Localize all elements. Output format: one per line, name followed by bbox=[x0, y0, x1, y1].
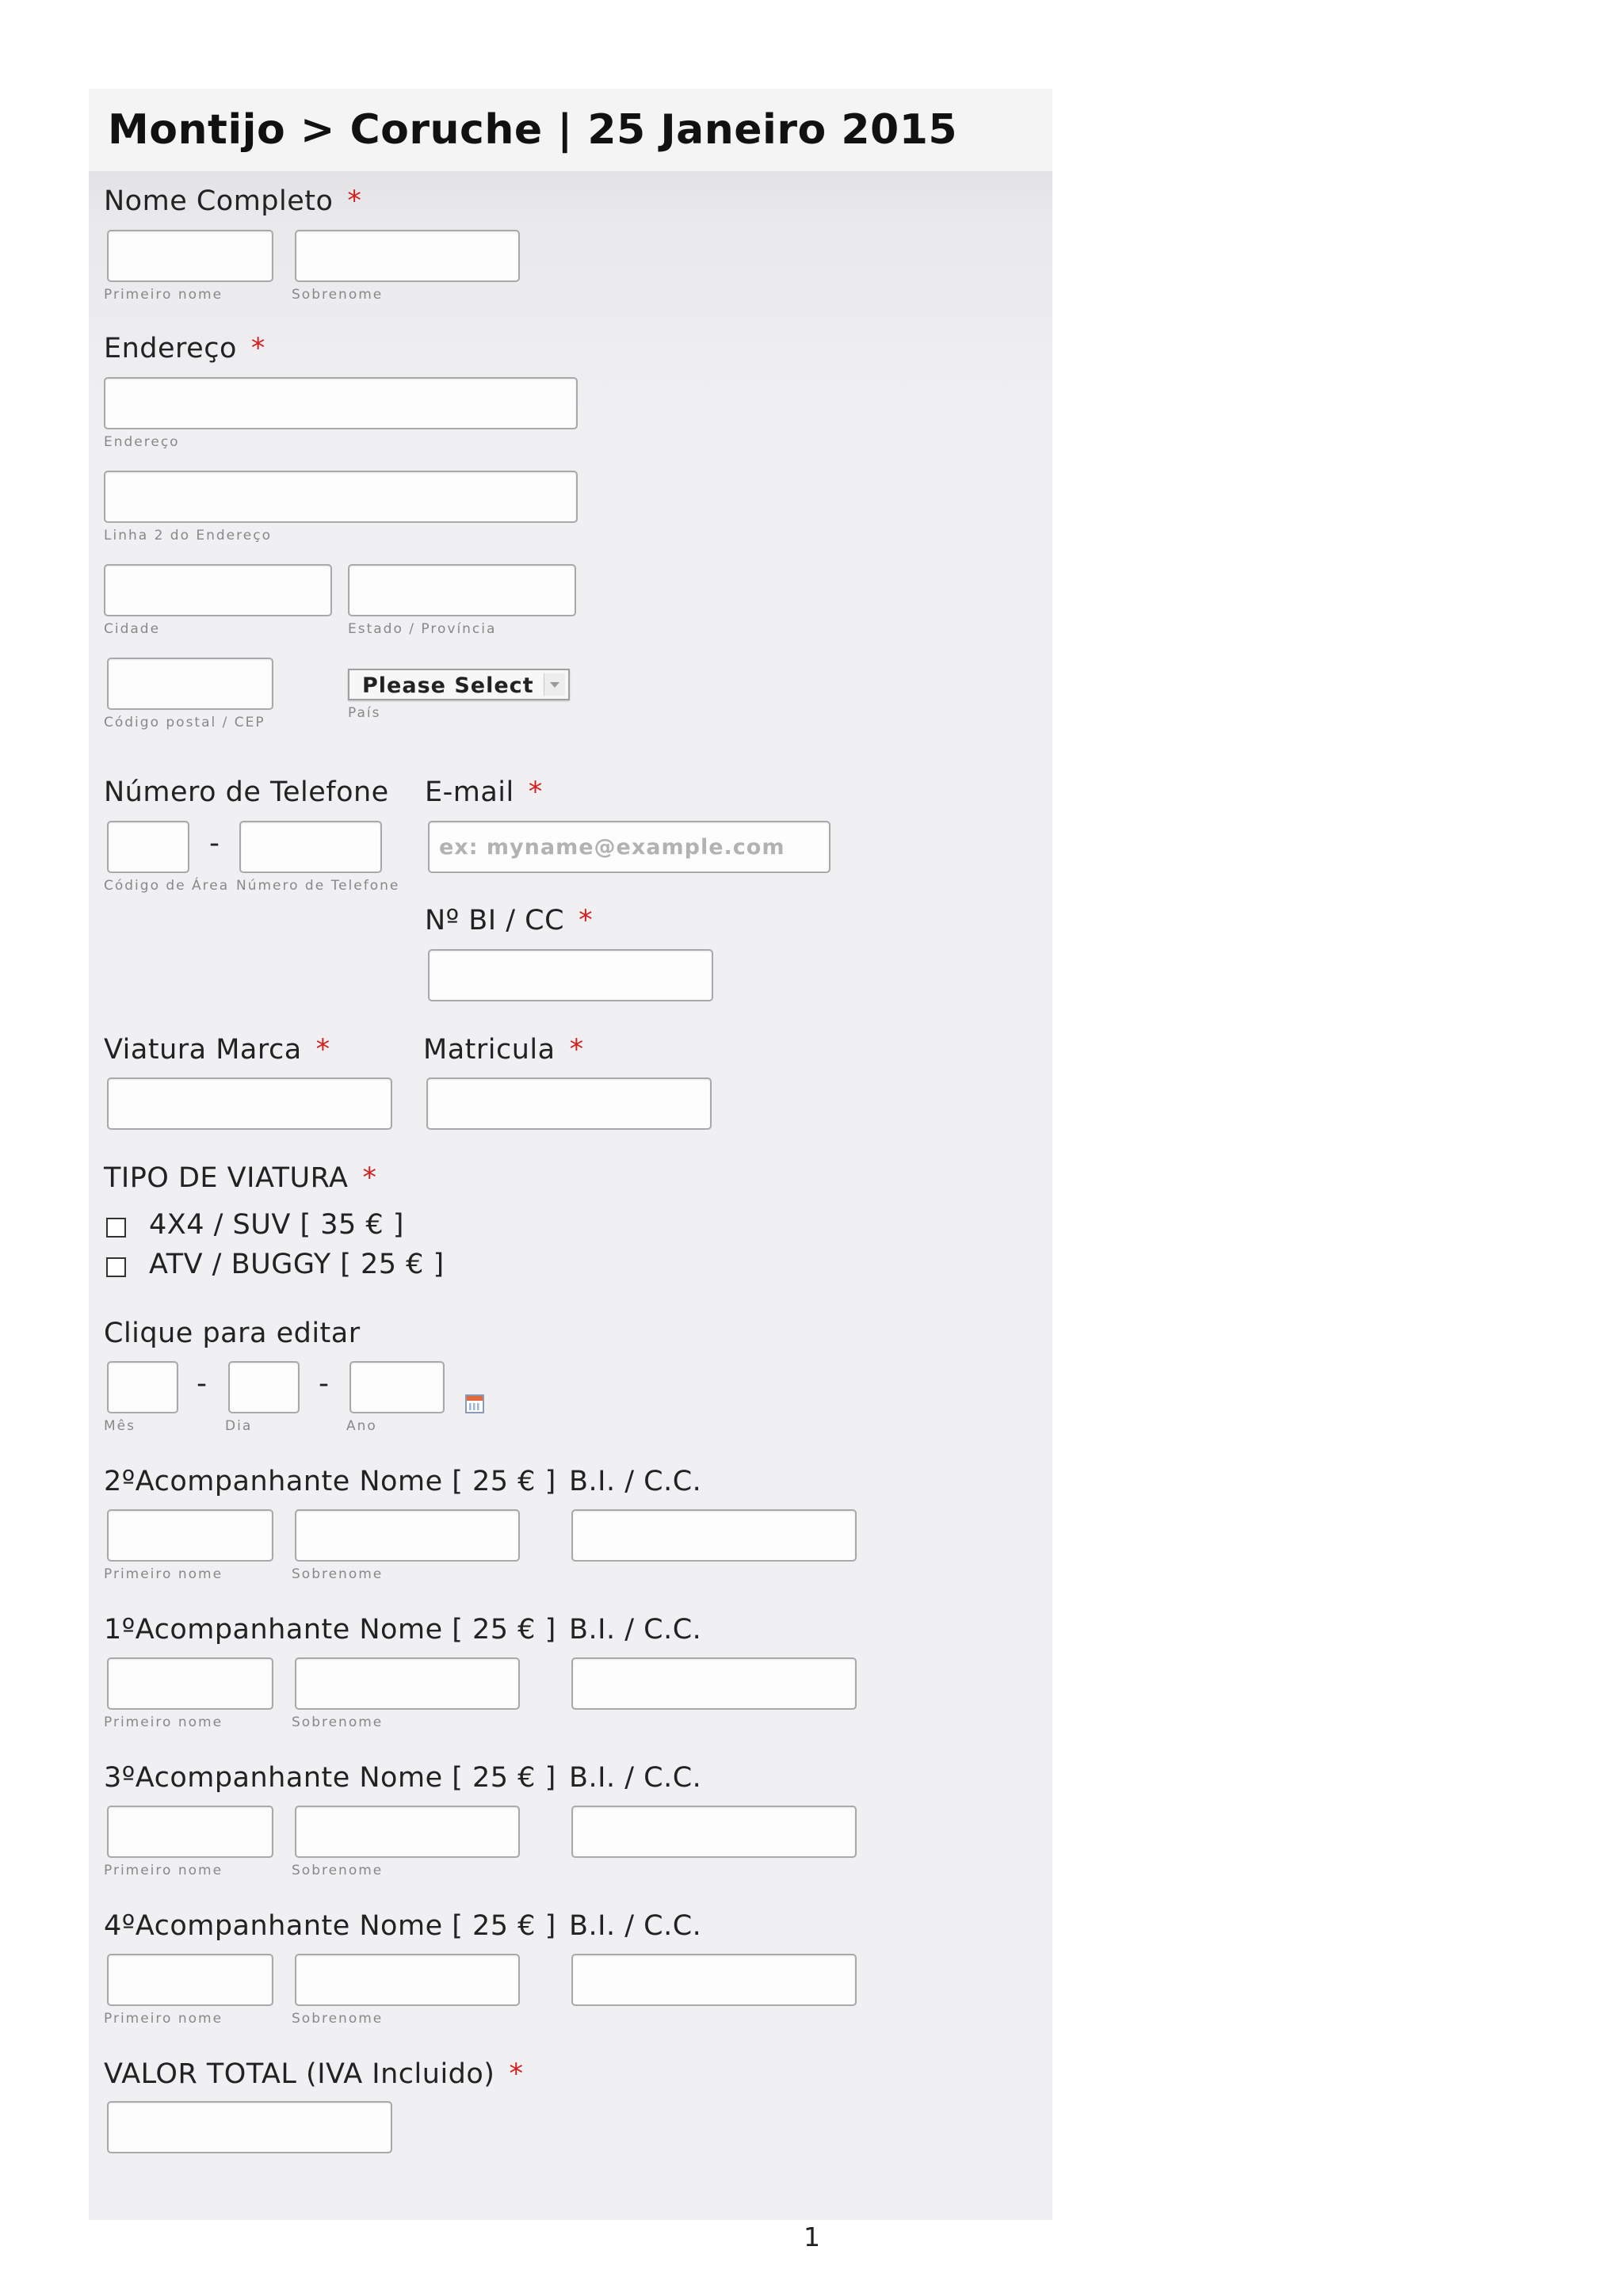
acompanhante-2-bi-label: B.I. / C.C. bbox=[569, 1466, 702, 1497]
first-name-sublabel: Primeiro nome bbox=[104, 1566, 223, 1582]
month-input[interactable] bbox=[107, 1361, 178, 1413]
endereco-label: Endereço * bbox=[104, 333, 265, 364]
required-mark: * bbox=[362, 1162, 377, 1194]
calendar-icon[interactable] bbox=[465, 1394, 484, 1413]
acompanhante-4-bi-input[interactable] bbox=[571, 1954, 857, 2006]
last-name-sublabel: Sobrenome bbox=[292, 287, 384, 303]
last-name-sublabel: Sobrenome bbox=[292, 2011, 384, 2027]
viatura-marca-input[interactable] bbox=[107, 1077, 392, 1130]
year-sublabel: Ano bbox=[346, 1418, 377, 1434]
city-input[interactable] bbox=[104, 564, 332, 616]
tipo-viatura-label: TIPO DE VIATURA * bbox=[104, 1162, 377, 1194]
required-mark: * bbox=[569, 1034, 584, 1066]
address-line2-sublabel: Linha 2 do Endereço bbox=[104, 528, 272, 543]
viatura-marca-label: Viatura Marca * bbox=[104, 1034, 330, 1066]
required-mark: * bbox=[250, 333, 265, 364]
acompanhante-1-first-name-input[interactable] bbox=[107, 1657, 273, 1710]
acompanhante-4-label: 4ºAcompanhante Nome [ 25 € ] bbox=[104, 1910, 556, 1942]
bi-cc-input[interactable] bbox=[428, 949, 713, 1001]
option-atv-buggy-label: ATV / BUGGY [ 25 € ] bbox=[149, 1249, 445, 1280]
date-separator: - bbox=[319, 1367, 329, 1400]
acompanhante-2-last-name-input[interactable] bbox=[295, 1509, 520, 1562]
phone-number-sublabel: Número de Telefone bbox=[236, 878, 400, 894]
postal-code-input[interactable] bbox=[107, 658, 273, 710]
required-mark: * bbox=[347, 185, 362, 217]
phone-separator: - bbox=[209, 827, 220, 860]
date-separator: - bbox=[197, 1367, 207, 1400]
acompanhante-3-last-name-input[interactable] bbox=[295, 1806, 520, 1858]
day-input[interactable] bbox=[228, 1361, 300, 1413]
required-mark: * bbox=[509, 2058, 524, 2090]
city-sublabel: Cidade bbox=[104, 621, 161, 637]
state-input[interactable] bbox=[348, 564, 576, 616]
acompanhante-4-first-name-input[interactable] bbox=[107, 1954, 273, 2006]
required-mark: * bbox=[528, 776, 543, 808]
last-name-input[interactable] bbox=[295, 230, 520, 282]
valor-total-input[interactable] bbox=[107, 2101, 392, 2153]
country-select[interactable] bbox=[348, 669, 570, 700]
area-code-sublabel: Código de Área bbox=[104, 878, 230, 894]
nome-completo-label: Nome Completo * bbox=[104, 185, 362, 217]
area-code-input[interactable] bbox=[107, 821, 189, 873]
acompanhante-2-label: 2ºAcompanhante Nome [ 25 € ] bbox=[104, 1466, 556, 1497]
acompanhante-1-bi-input[interactable] bbox=[571, 1657, 857, 1710]
acompanhante-4-bi-label: B.I. / C.C. bbox=[569, 1910, 702, 1942]
first-name-sublabel: Primeiro nome bbox=[104, 2011, 223, 2027]
acompanhante-2-bi-input[interactable] bbox=[571, 1509, 857, 1562]
required-mark: * bbox=[579, 905, 594, 936]
first-name-sublabel: Primeiro nome bbox=[104, 1863, 223, 1878]
date-label: Clique para editar bbox=[104, 1318, 361, 1349]
bi-cc-label: Nº BI / CC * bbox=[425, 905, 594, 936]
acompanhante-3-bi-input[interactable] bbox=[571, 1806, 857, 1858]
address-line2-input[interactable] bbox=[104, 471, 578, 523]
email-placeholder: ex: myname@example.com bbox=[439, 835, 785, 860]
month-sublabel: Mês bbox=[104, 1418, 136, 1434]
last-name-sublabel: Sobrenome bbox=[292, 1566, 384, 1582]
matricula-label: Matricula * bbox=[423, 1034, 584, 1066]
first-name-sublabel: Primeiro nome bbox=[104, 1714, 223, 1730]
phone-number-input[interactable] bbox=[239, 821, 382, 873]
day-sublabel: Dia bbox=[225, 1418, 253, 1434]
acompanhante-4-last-name-input[interactable] bbox=[295, 1954, 520, 2006]
form-header bbox=[89, 89, 1052, 171]
valor-total-label: VALOR TOTAL (IVA Incluido) * bbox=[104, 2058, 524, 2090]
first-name-input[interactable] bbox=[107, 230, 273, 282]
acompanhante-3-label: 3ºAcompanhante Nome [ 25 € ] bbox=[104, 1762, 556, 1794]
checkbox-atv-buggy[interactable] bbox=[106, 1257, 126, 1277]
acompanhante-1-last-name-input[interactable] bbox=[295, 1657, 520, 1710]
page-title: Montijo > Coruche | 25 Janeiro 2015 bbox=[108, 106, 958, 154]
address-line1-input[interactable] bbox=[104, 377, 578, 429]
first-name-sublabel: Primeiro nome bbox=[104, 287, 223, 303]
checkbox-4x4-suv[interactable] bbox=[106, 1218, 126, 1238]
address-line1-sublabel: Endereço bbox=[104, 434, 180, 450]
matricula-input[interactable] bbox=[426, 1077, 712, 1130]
email-label: E-mail * bbox=[425, 776, 543, 808]
page-number: 1 bbox=[804, 2222, 820, 2252]
state-sublabel: Estado / Província bbox=[348, 621, 497, 637]
chevron-down-icon bbox=[544, 673, 565, 696]
acompanhante-1-bi-label: B.I. / C.C. bbox=[569, 1614, 702, 1646]
acompanhante-1-label: 1ºAcompanhante Nome [ 25 € ] bbox=[104, 1614, 556, 1646]
required-mark: * bbox=[315, 1034, 330, 1066]
acompanhante-3-first-name-input[interactable] bbox=[107, 1806, 273, 1858]
last-name-sublabel: Sobrenome bbox=[292, 1863, 384, 1878]
country-select-value: Please Select bbox=[362, 673, 534, 698]
last-name-sublabel: Sobrenome bbox=[292, 1714, 384, 1730]
year-input[interactable] bbox=[349, 1361, 445, 1413]
telefone-label: Número de Telefone bbox=[104, 776, 389, 808]
acompanhante-2-first-name-input[interactable] bbox=[107, 1509, 273, 1562]
option-4x4-suv-label: 4X4 / SUV [ 35 € ] bbox=[149, 1209, 404, 1241]
email-input[interactable] bbox=[428, 821, 831, 873]
postal-code-sublabel: Código postal / CEP bbox=[104, 715, 265, 730]
acompanhante-3-bi-label: B.I. / C.C. bbox=[569, 1762, 702, 1794]
country-sublabel: País bbox=[348, 705, 381, 721]
